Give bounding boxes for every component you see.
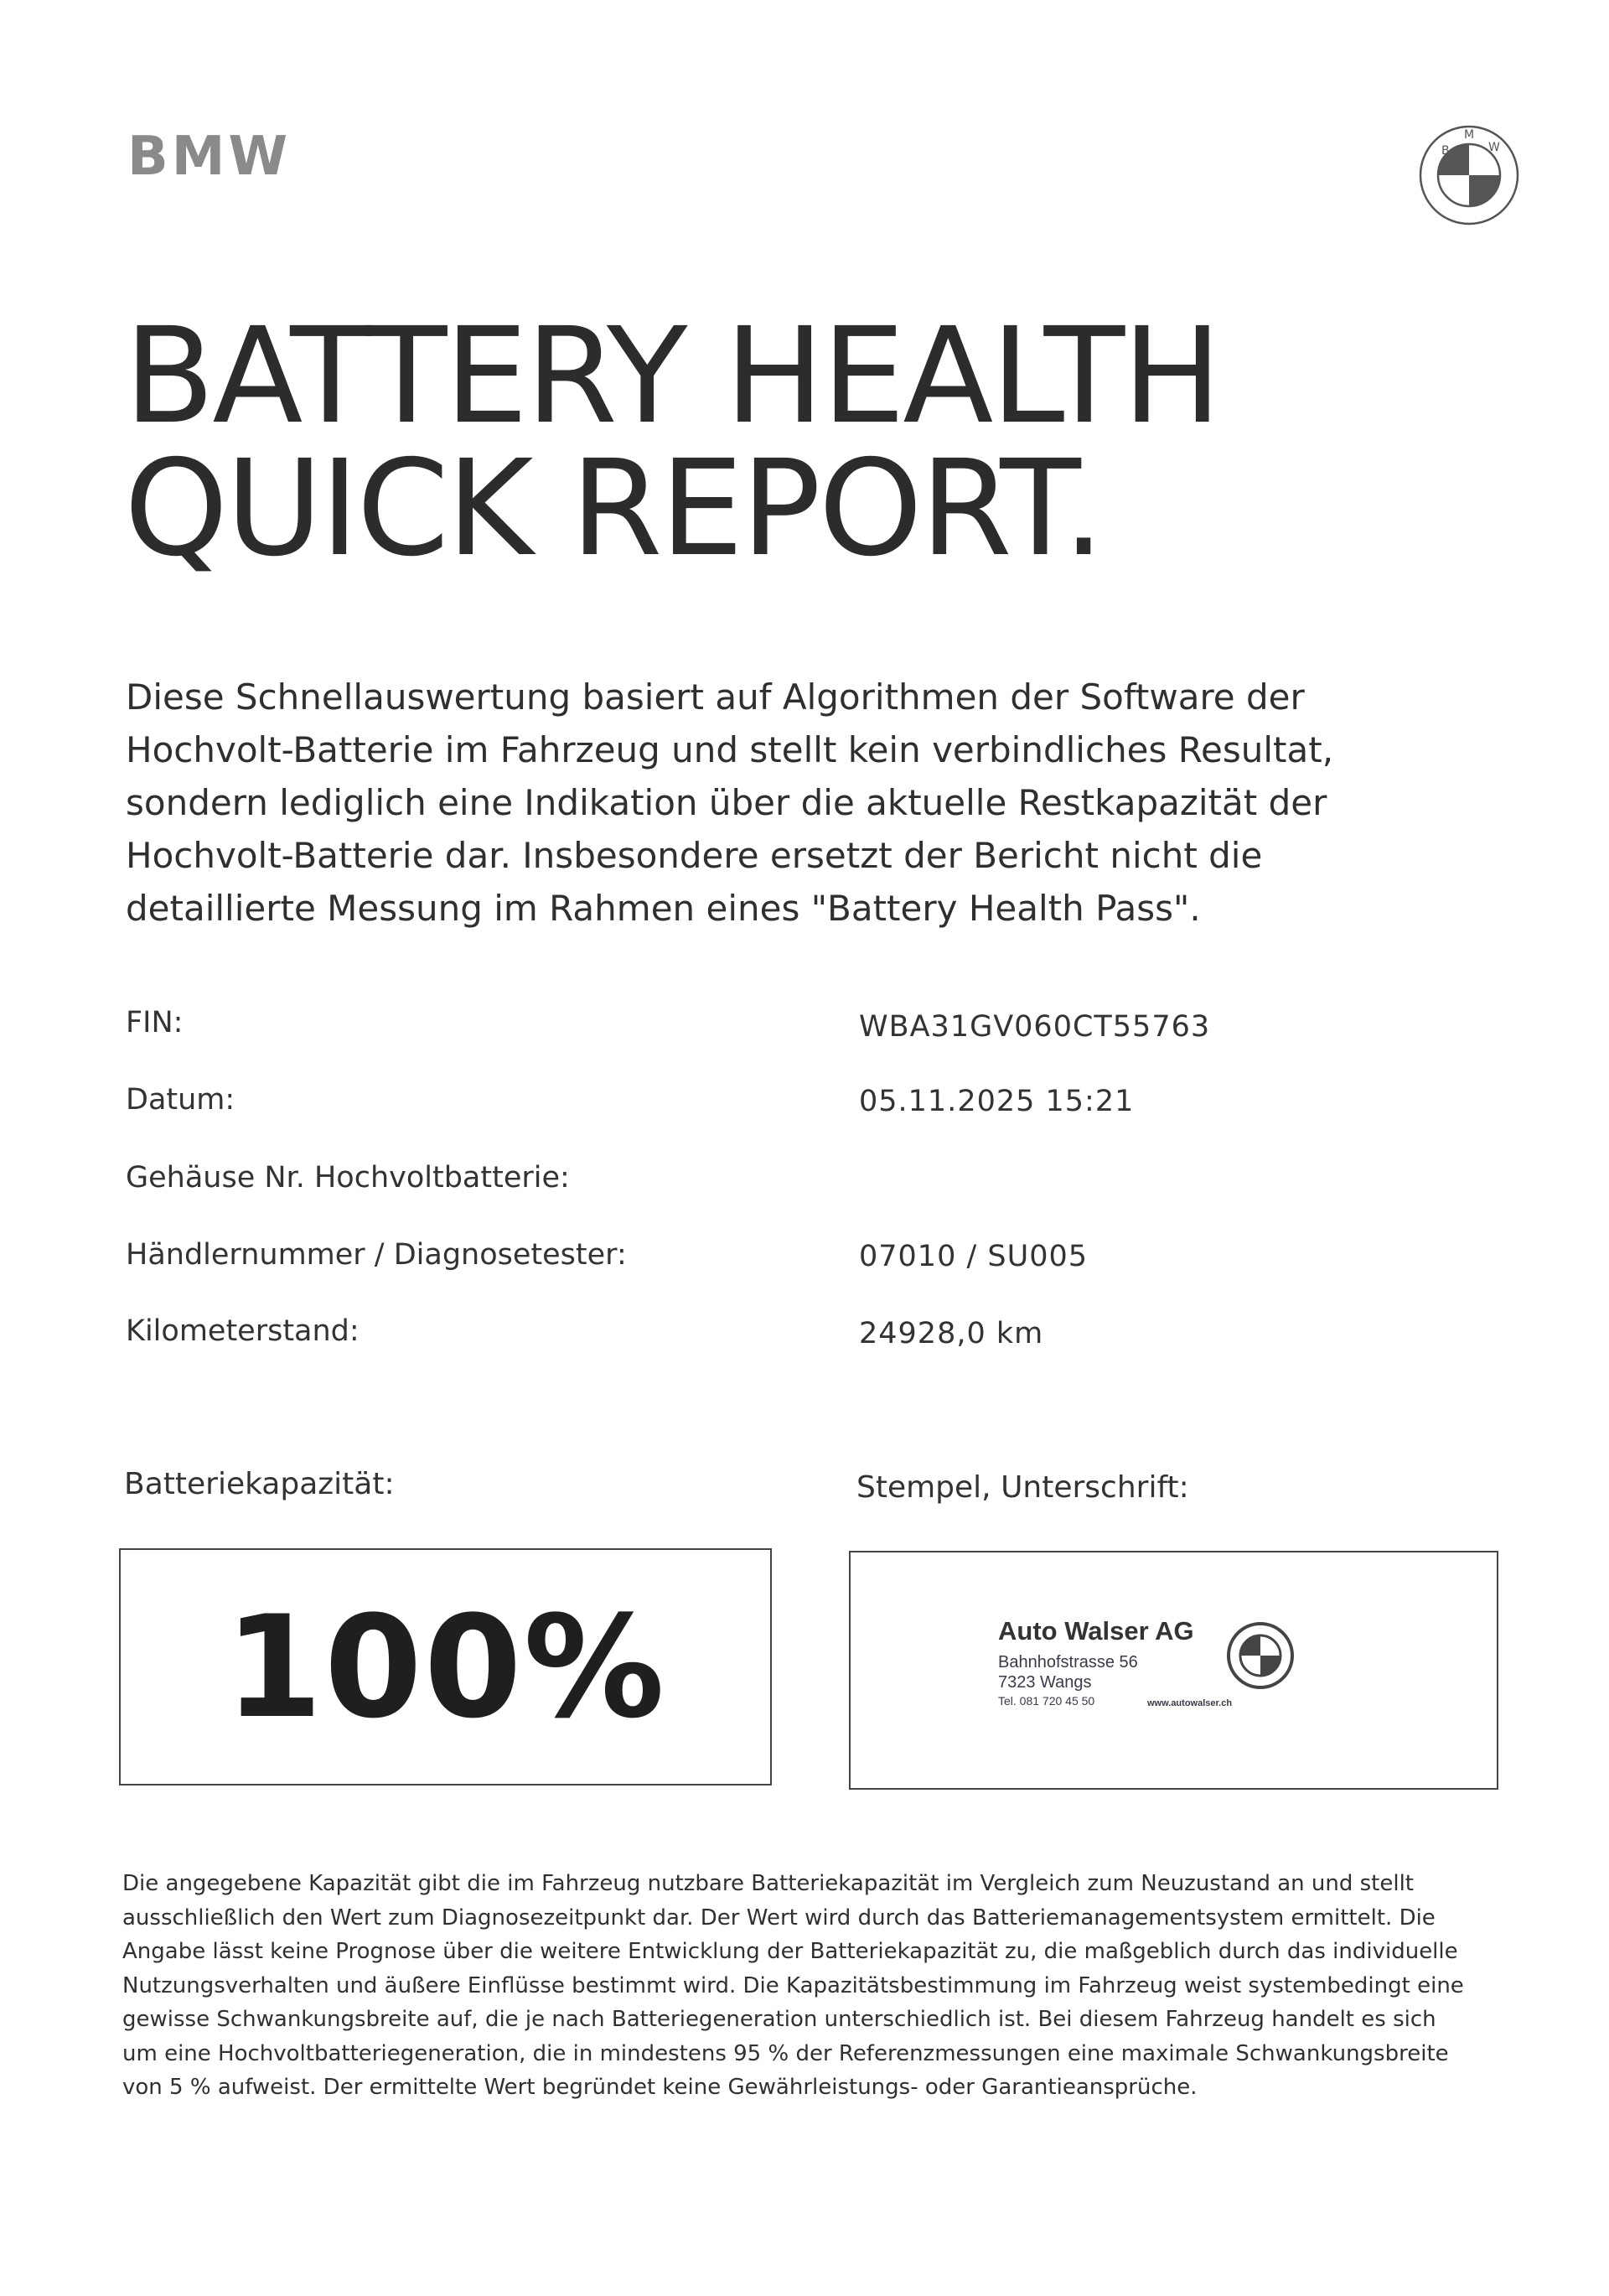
mileage-value: 24928,0 km	[859, 1317, 1044, 1350]
fin-value: WBA31GV060CT55763	[859, 1010, 1211, 1044]
capacity-box	[119, 1548, 772, 1785]
page-title	[124, 299, 1220, 586]
stamp-street: Bahnhofstrasse 56	[998, 1653, 1138, 1671]
disclaimer-line: gewisse Schwankungsbreite auf, die je nach Batteriegeneration unterschiedlich ist. Bei diesem Fahrzeug handelt es sich	[122, 2007, 1436, 2032]
stamp-city: 7323 Wangs	[998, 1673, 1092, 1692]
roundel-letter-b: B	[1441, 144, 1450, 158]
stamp-company-name: Auto Walser AG	[998, 1616, 1194, 1646]
dealer-stamp	[998, 1616, 1300, 1734]
capacity-value: 100%	[224, 1584, 666, 1749]
intro-line: sondern lediglich eine Indikation über die aktuelle Restkapazität der	[126, 782, 1327, 823]
intro-line: Diese Schnellauswertung basiert auf Algorithmen der Software der	[126, 676, 1305, 718]
title-line-1: BATTERY HEALTH	[124, 299, 1220, 453]
roundel-letter-m: M	[1464, 128, 1475, 142]
roundel-letter-w: W	[1488, 141, 1500, 154]
disclaimer-line: Nutzungsverhalten und äußere Einflüsse bestimmt wird. Die Kapazitätsbestimmung im Fahrzeug weist systembedingt eine	[122, 1972, 1464, 1998]
bmw-roundel-icon	[1226, 1621, 1295, 1690]
bmw-roundel-icon	[1418, 124, 1520, 226]
date-label: Datum:	[126, 1083, 235, 1117]
title-line-2: QUICK REPORT.	[124, 432, 1103, 586]
mileage-label: Kilometerstand:	[126, 1314, 360, 1348]
capacity-label: Batteriekapazität:	[124, 1467, 395, 1501]
disclaimer-line: um eine Hochvoltbatteriegeneration, die in mindestens 95 % der Referenzmessungen eine maximale Schwankungsbreite	[122, 2040, 1449, 2066]
bmw-wordmark: BMW	[127, 126, 292, 188]
dealer-number-label: Händlernummer / Diagnosetester:	[126, 1238, 627, 1272]
disclaimer-paragraph	[122, 1867, 1505, 2105]
date-value: 05.11.2025 15:21	[859, 1085, 1135, 1118]
intro-paragraph	[126, 671, 1450, 935]
stamp-phone: Tel. 081 720 45 50	[998, 1694, 1095, 1708]
battery-housing-label: Gehäuse Nr. Hochvoltbatterie:	[126, 1161, 570, 1195]
intro-line: Hochvolt-Batterie dar. Insbesondere ersetzt der Bericht nicht die	[126, 835, 1263, 876]
intro-line: detaillierte Messung im Rahmen eines "Battery Health Pass".	[126, 888, 1201, 929]
fin-label: FIN:	[126, 1006, 184, 1039]
stamp-website: www.autowalser.ch	[1147, 1698, 1233, 1708]
disclaimer-line: ausschließlich den Wert zum Diagnosezeitpunkt dar. Der Wert wird durch das Batteriemanagementsystem ermittelt. Die	[122, 1905, 1436, 1931]
disclaimer-line: Die angegebene Kapazität gibt die im Fahrzeug nutzbare Batteriekapazität im Vergleich zum Neuzustand an und stellt	[122, 1871, 1414, 1896]
stamp-box	[849, 1551, 1498, 1790]
stamp-signature-label: Stempel, Unterschrift:	[856, 1470, 1189, 1505]
disclaimer-line: Angabe lässt keine Prognose über die weitere Entwicklung der Batteriekapazität zu, die maßgeblich durch das individuelle	[122, 1939, 1458, 1964]
dealer-number-value: 07010 / SU005	[859, 1240, 1089, 1273]
disclaimer-line: von 5 % aufweist. Der ermittelte Wert begründet keine Gewährleistungs- oder Garantieansprüche.	[122, 2075, 1198, 2100]
intro-line: Hochvolt-Batterie im Fahrzeug und stellt kein verbindliches Resultat,	[126, 729, 1334, 770]
